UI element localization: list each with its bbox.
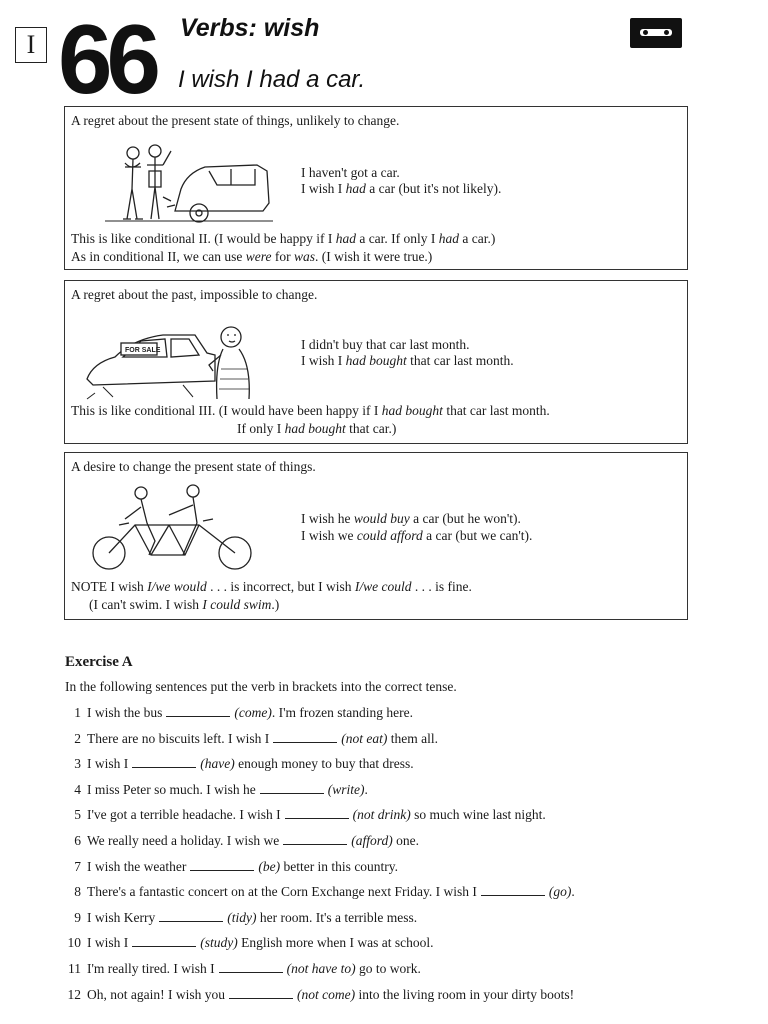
item-text: I wish the weather [87,858,187,874]
answer-blank[interactable] [285,808,349,819]
item-text-after: better in this country. [280,858,399,874]
item-text: I wish the bus [87,705,163,720]
item-text-after: one. [392,833,419,848]
exercise-item [63,935,433,951]
answer-blank[interactable] [132,936,196,947]
exercise-item [63,961,421,977]
unit-title: Verbs: wish [180,14,320,42]
verb-hint: (not drink) [352,807,411,823]
rule-box-present [64,106,688,270]
answer-blank[interactable] [481,885,545,896]
item-text-after: enough money to buy that dress. [234,756,414,772]
answer-blank[interactable] [132,757,196,768]
verb-hint: (write) [327,781,365,797]
unit-number: 66 [58,4,156,114]
item-text: I wish I [87,756,129,772]
item-number: 5 [74,807,81,823]
item-number: 6 [74,833,81,848]
item-text-after: English more when I was at school. [237,935,434,951]
verb-hint: (have) [200,756,235,772]
answer-blank[interactable] [273,732,337,743]
note-line: If only I had bought that car.) [237,421,397,436]
example-line: I didn't buy that car last month. [301,337,470,352]
exercise-item [63,910,417,926]
item-text: We really need a holiday. I wish we [87,833,280,848]
tandem-bicycle-illustration [89,483,259,573]
exercise-instruction: In the following sentences put the verb in brackets into the correct tense. [65,679,457,694]
answer-blank[interactable] [229,988,293,999]
verb-hint: (not have to) [286,961,356,976]
exercise-item [63,833,419,849]
item-text-after: her room. It's a terrible mess. [256,909,418,925]
answer-blank[interactable] [166,706,230,717]
example-line: I wish he would buy a car (but he won't). [301,511,521,526]
item-number: 3 [74,756,81,772]
man-with-car-for-sale-illustration [83,309,253,401]
example-line: I wish I had a car (but it's not likely). [301,181,502,196]
verb-hint: (come) [234,705,272,720]
item-text: Oh, not again! I wish you [87,986,225,1002]
answer-blank[interactable] [190,860,254,871]
item-number: 11 [68,961,81,976]
answer-blank[interactable] [159,911,223,922]
answer-blank[interactable] [283,834,347,845]
for-sale-sign: FOR SALE [125,347,161,354]
item-number: 12 [67,986,81,1002]
note-line: As in conditional II, we can use were for was. (I wish it were true.) [71,249,433,264]
item-text-after: . [571,884,575,900]
item-text-after: . I'm frozen standing here. [271,705,413,720]
exercise-item [63,987,574,1003]
exercise-item [63,884,575,900]
item-text: I miss Peter so much. I wish he [87,781,256,797]
item-number: 8 [74,884,81,900]
example-line: I wish we could afford a car (but we can't). [301,528,533,543]
rule-box-desire [64,452,688,620]
item-text-after: so much wine last night. [410,807,546,823]
unit-subtitle: I wish I had a car. [178,66,366,93]
item-number: 9 [74,909,81,925]
item-number: 4 [74,781,81,797]
item-text: I wish Kerry [87,909,156,925]
note-line: NOTE I wish I/we would . . . is incorrect, but I wish I/we could . . . is fine. [71,579,472,594]
item-number: 1 [74,705,81,720]
exercise-item [63,731,438,747]
item-text: I'm really tired. I wish I [87,961,215,976]
note-line: (I can't swim. I wish I could swim.) [89,597,280,612]
note-line: This is like conditional II. (I would be happy if I had a car. If only I had a car.) [71,231,496,246]
item-number: 10 [67,935,81,951]
rule-heading: A regret about the past, impossible to change. [71,287,318,302]
item-text-after: . [364,781,368,797]
item-text: I wish I [87,935,129,951]
rule-box-past [64,280,688,444]
exercise-item [63,859,398,875]
rule-heading: A regret about the present state of things, unlikely to change. [71,113,400,128]
level-badge: I [15,27,47,63]
answer-blank[interactable] [219,962,283,973]
answer-blank[interactable] [260,783,324,794]
item-text: I've got a terrible headache. I wish I [87,807,281,823]
verb-hint: (tidy) [227,909,257,925]
item-text: There's a fantastic concert on at the Corn Exchange next Friday. I wish I [87,884,477,900]
people-by-car-illustration [105,141,275,226]
exercise-item [63,705,413,721]
item-number: 2 [74,730,81,746]
verb-hint: (go) [548,884,572,900]
exercise-item [63,756,414,772]
note-line: This is like conditional III. (I would have been happy if I had bought that car last month. [71,403,550,418]
item-text-after: them all. [387,730,438,746]
exercise-item [63,782,368,798]
example-line: I haven't got a car. [301,165,400,180]
exercise-item [63,807,546,823]
rule-heading: A desire to change the present state of things. [71,459,316,474]
item-number: 7 [74,858,81,874]
verb-hint: (not eat) [341,730,388,746]
verb-hint: (not come) [296,986,356,1002]
item-text-after: go to work. [355,961,421,976]
item-text-after: into the living room in your dirty boots! [355,986,575,1002]
example-line: I wish I had bought that car last month. [301,353,514,368]
item-text: There are no biscuits left. I wish I [87,730,270,746]
verb-hint: (afford) [351,833,393,848]
verb-hint: (be) [258,858,281,874]
verb-hint: (study) [200,935,238,951]
exercise-title: Exercise A [65,654,133,670]
cassette-icon [630,18,682,48]
